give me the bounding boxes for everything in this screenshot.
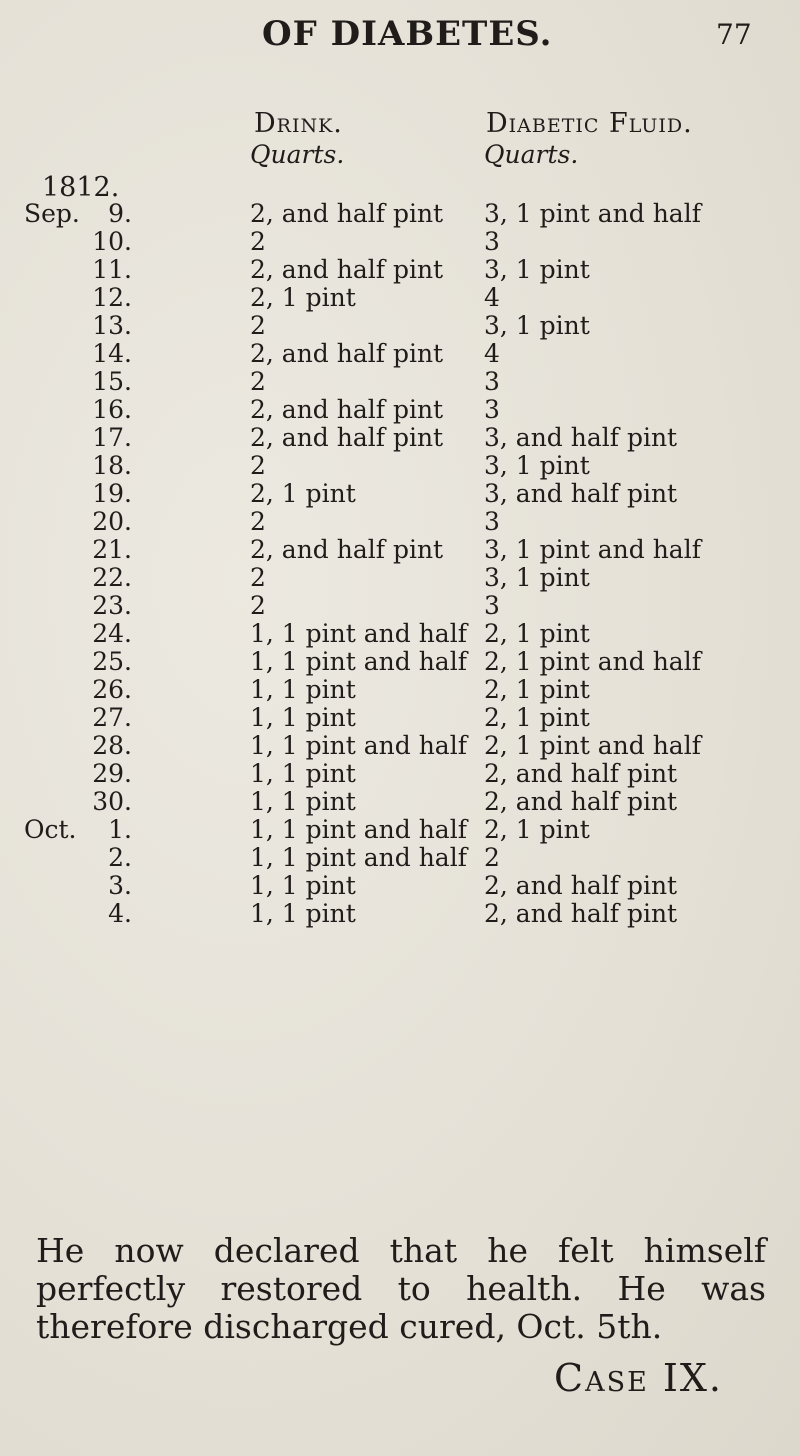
- running-title: OF DIABETES.: [262, 14, 553, 54]
- row-drink: 2, 1 pint: [250, 479, 356, 508]
- row-month: Sep.: [24, 199, 80, 228]
- table-row: [0, 620, 800, 648]
- row-fluid: 3, and half pint: [484, 479, 678, 508]
- row-day: 27.: [92, 703, 132, 732]
- row-drink: 1, 1 pint: [250, 675, 356, 704]
- row-drink: 2, and half pint: [250, 423, 444, 452]
- row-drink: 2: [250, 451, 266, 480]
- table-row: [0, 536, 800, 564]
- row-drink: 2: [250, 563, 266, 592]
- row-day: 18.: [92, 451, 132, 480]
- row-drink: 2, and half pint: [250, 255, 444, 284]
- table-row: [0, 312, 800, 340]
- row-fluid: 3: [484, 227, 500, 256]
- row-fluid: 2, and half pint: [484, 871, 678, 900]
- row-drink: 1, 1 pint: [250, 899, 356, 928]
- row-fluid: 2, 1 pint and half: [484, 731, 701, 760]
- row-day: 10.: [92, 227, 132, 256]
- row-drink: 1, 1 pint: [250, 787, 356, 816]
- row-day: 16.: [92, 395, 132, 424]
- fluid-unit-label: Quarts.: [484, 140, 579, 169]
- row-day: 29.: [92, 759, 132, 788]
- row-day: 1.: [108, 815, 132, 844]
- row-fluid: 2, 1 pint: [484, 619, 590, 648]
- row-fluid: 4: [484, 283, 500, 312]
- row-drink: 2, 1 pint: [250, 283, 356, 312]
- row-drink: 1, 1 pint and half: [250, 647, 467, 676]
- table-row: [0, 228, 800, 256]
- table-row: [0, 508, 800, 536]
- row-day: 3.: [108, 871, 132, 900]
- table-row: [0, 592, 800, 620]
- next-case-heading: Case IX.: [554, 1356, 724, 1400]
- intake-output-table: [0, 200, 800, 928]
- row-month: Oct.: [24, 815, 77, 844]
- row-fluid: 3, 1 pint: [484, 311, 590, 340]
- row-day: 24.: [92, 619, 132, 648]
- row-fluid: 3, 1 pint: [484, 255, 590, 284]
- row-drink: 2, and half pint: [250, 199, 444, 228]
- table-row: [0, 816, 800, 844]
- fluid-column-heading: Diabetic Fluid.: [486, 108, 693, 139]
- year-label: 1812.: [42, 172, 120, 203]
- table-row: [0, 872, 800, 900]
- table-row: [0, 564, 800, 592]
- page-number: 77: [716, 18, 752, 51]
- row-fluid: 3, 1 pint and half: [484, 535, 701, 564]
- row-fluid: 2, and half pint: [484, 759, 678, 788]
- row-day: 11.: [92, 255, 132, 284]
- row-fluid: 2, 1 pint: [484, 675, 590, 704]
- table-row: [0, 732, 800, 760]
- drink-unit-label: Quarts.: [250, 140, 345, 169]
- table-row: [0, 480, 800, 508]
- row-day: 28.: [92, 731, 132, 760]
- table-row: [0, 424, 800, 452]
- row-day: 15.: [92, 367, 132, 396]
- table-row: [0, 368, 800, 396]
- row-day: 4.: [108, 899, 132, 928]
- row-day: 13.: [92, 311, 132, 340]
- row-drink: 1, 1 pint and half: [250, 619, 467, 648]
- row-fluid: 4: [484, 339, 500, 368]
- row-fluid: 2, 1 pint and half: [484, 647, 701, 676]
- table-row: [0, 396, 800, 424]
- table-row: [0, 256, 800, 284]
- table-row: [0, 648, 800, 676]
- table-row: [0, 788, 800, 816]
- table-row: [0, 900, 800, 928]
- row-day: 17.: [92, 423, 132, 452]
- row-drink: 2: [250, 227, 266, 256]
- row-drink: 1, 1 pint and half: [250, 731, 467, 760]
- row-fluid: 3: [484, 591, 500, 620]
- row-fluid: 3: [484, 367, 500, 396]
- row-drink: 1, 1 pint and half: [250, 843, 467, 872]
- row-fluid: 3, 1 pint: [484, 451, 590, 480]
- row-fluid: 3, 1 pint: [484, 563, 590, 592]
- table-row: [0, 340, 800, 368]
- row-day: 20.: [92, 507, 132, 536]
- row-fluid: 2: [484, 843, 500, 872]
- table-row: [0, 844, 800, 872]
- table-row: [0, 760, 800, 788]
- closing-paragraph: He now declared that he felt himself perfectly restored to health. He was therefore discharged cured, Oct. 5th.: [36, 1231, 766, 1346]
- row-day: 14.: [92, 339, 132, 368]
- row-drink: 1, 1 pint: [250, 703, 356, 732]
- row-drink: 2, and half pint: [250, 395, 444, 424]
- table-row: [0, 284, 800, 312]
- row-drink: 2, and half pint: [250, 535, 444, 564]
- row-day: 12.: [92, 283, 132, 312]
- row-day: 22.: [92, 563, 132, 592]
- row-drink: 1, 1 pint: [250, 871, 356, 900]
- row-drink: 2: [250, 311, 266, 340]
- running-head: [0, 10, 800, 60]
- row-drink: 2: [250, 367, 266, 396]
- table-row: [0, 704, 800, 732]
- row-day: 21.: [92, 535, 132, 564]
- table-row: [0, 452, 800, 480]
- row-drink: 2, and half pint: [250, 339, 444, 368]
- row-fluid: 2, 1 pint: [484, 703, 590, 732]
- row-drink: 1, 1 pint: [250, 759, 356, 788]
- row-day: 26.: [92, 675, 132, 704]
- row-day: 9.: [108, 199, 132, 228]
- row-day: 25.: [92, 647, 132, 676]
- table-row: [0, 200, 800, 228]
- row-fluid: 3: [484, 507, 500, 536]
- row-fluid: 2, 1 pint: [484, 815, 590, 844]
- drink-column-heading: Drink.: [254, 108, 343, 139]
- row-drink: 2: [250, 591, 266, 620]
- table-row: [0, 676, 800, 704]
- row-drink: 1, 1 pint and half: [250, 815, 467, 844]
- row-drink: 2: [250, 507, 266, 536]
- row-fluid: 2, and half pint: [484, 899, 678, 928]
- row-fluid: 3: [484, 395, 500, 424]
- row-day: 19.: [92, 479, 132, 508]
- row-fluid: 2, and half pint: [484, 787, 678, 816]
- row-fluid: 3, 1 pint and half: [484, 199, 701, 228]
- row-day: 30.: [92, 787, 132, 816]
- row-day: 23.: [92, 591, 132, 620]
- row-fluid: 3, and half pint: [484, 423, 678, 452]
- row-day: 2.: [108, 843, 132, 872]
